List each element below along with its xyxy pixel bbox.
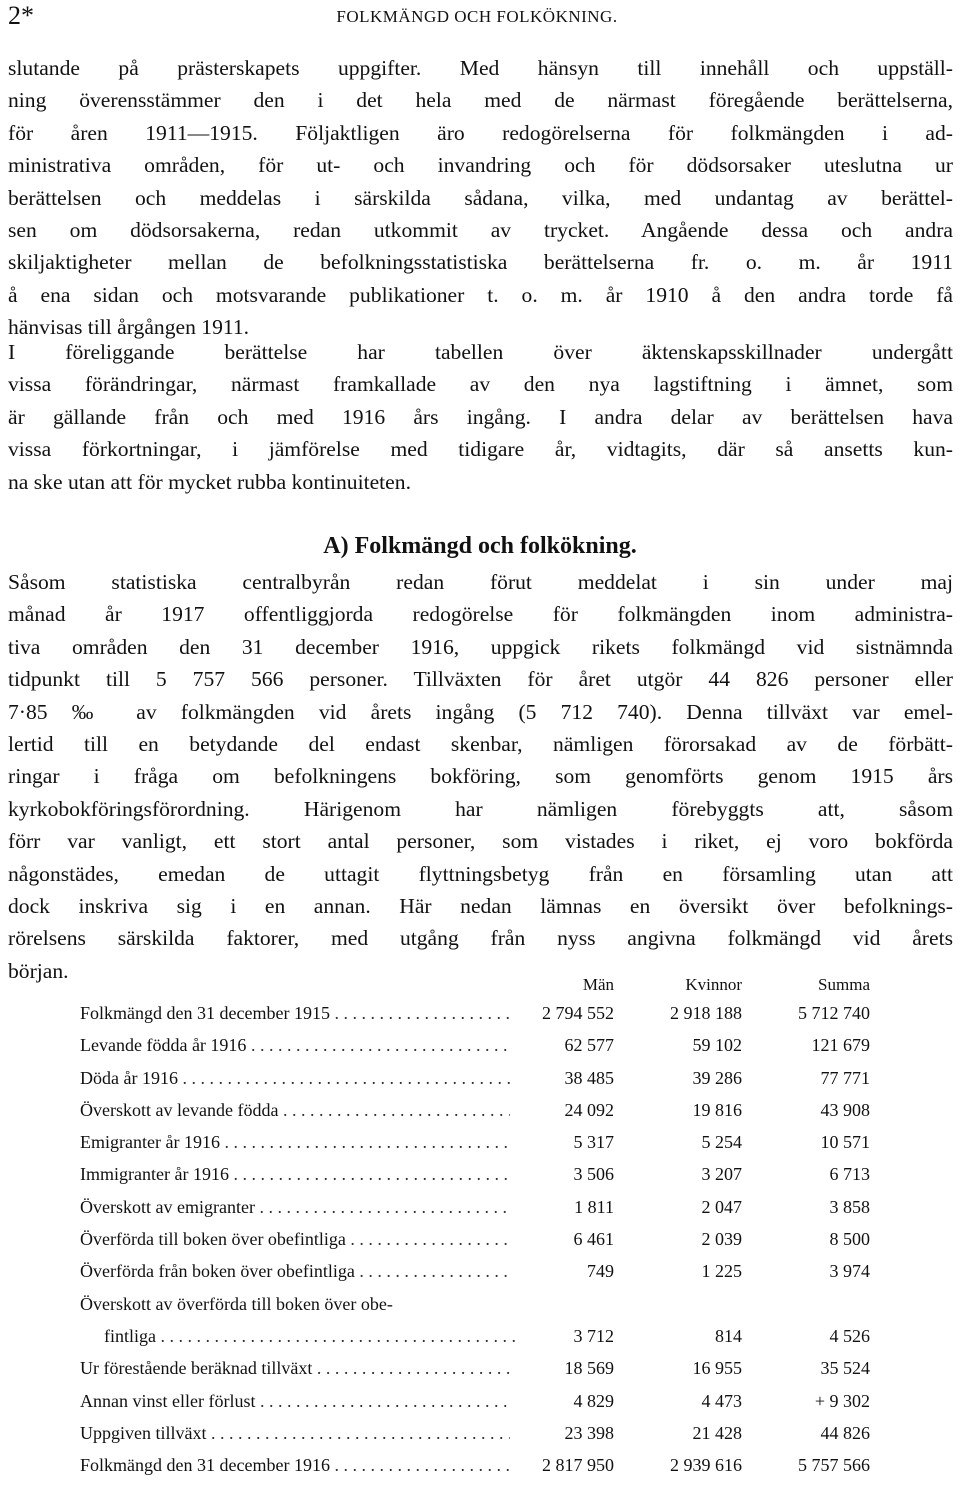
table-row: [80, 1132, 880, 1164]
row-label: Annan vinst eller förlust . . .: [80, 1391, 510, 1412]
population-table: [80, 975, 880, 1487]
text-line: ministrativa områden, för ut- och invandring och för dödsorsaker uteslutna ur: [8, 153, 953, 178]
cell-kvinnor: 4 473: [701, 1390, 742, 1411]
text-line: vissa förändringar, närmast framkallade av den nya lagstiftning i ämnet, som: [8, 372, 953, 397]
table-row: [80, 1358, 880, 1390]
cell-kvinnor: 814: [715, 1325, 742, 1346]
cell-summa: 43 908: [820, 1099, 870, 1120]
text-line: vissa förkortningar, i jämförelse med tidigare år, vidtagits, där så ansetts kun-: [8, 437, 953, 462]
text-line: hänvisas till årgången 1911.: [8, 315, 250, 340]
table-header: [80, 975, 880, 1003]
text-line: rörelsens särskilda faktorer, med utgång från nyss angivna folkmängd vid årets: [8, 926, 953, 951]
text-line: skiljaktigheter mellan de befolkningsstatistiska berättelserna fr. o. m. år 1911: [8, 250, 953, 275]
text-line: början.: [8, 958, 69, 983]
cell-summa: 4 526: [829, 1325, 870, 1346]
text-line: kyrkobokföringsförordning. Härigenom har nämligen förebyggts att, såsom: [8, 796, 953, 821]
cell-summa: 10 571: [820, 1132, 870, 1153]
text-line: månad år 1917 offentliggjorda redogörelse för folkmängden inom administra-: [8, 602, 953, 627]
cell-man: 3 506: [573, 1164, 614, 1185]
page-number: 2*: [8, 1, 34, 30]
cell-summa: 3 974: [829, 1261, 870, 1282]
cell-man: 5 317: [573, 1132, 614, 1153]
intro-paragraph: [8, 52, 953, 344]
cell-kvinnor: 19 816: [692, 1099, 742, 1120]
row-label: Överskott av överförda till boken över obe-: [80, 1293, 393, 1314]
cell-man: 3 712: [573, 1325, 614, 1346]
cell-kvinnor: 3 207: [701, 1164, 742, 1185]
text-line: å ena sidan och motsvarande publikationer t. o. m. år 1910 å den andra torde få: [8, 282, 953, 307]
row-label: Folkmängd den 31 december 1916 . . .: [80, 1455, 510, 1476]
text-line: na ske utan att för mycket rubba kontinuiteten.: [8, 469, 411, 494]
cell-man: 1 811: [574, 1196, 614, 1217]
table-body: [80, 1003, 880, 1487]
text-line: ning överensstämmer den i det hela med de närmast föregående berättelserna,: [8, 88, 953, 113]
text-line: Såsom statistiska centralbyrån redan förut meddelat i sin under maj: [8, 570, 953, 594]
cell-summa: 6 713: [829, 1164, 870, 1185]
running-title: FOLKMÄNGD OCH FOLKÖKNING.: [336, 7, 618, 26]
cell-man: 2 794 552: [542, 1003, 614, 1023]
row-label: Immigranter år 1916 . . .: [80, 1164, 510, 1185]
row-label: Överförda till boken över obefintliga . . .: [80, 1229, 510, 1250]
row-label: Döda år 1916 . . .: [80, 1068, 510, 1089]
table-row: [80, 1455, 880, 1487]
text-line: 7·85 ‰ av folkmängden vid årets ingång (5 712 740). Denna tillväxt var emel-: [8, 699, 953, 724]
row-label: fintliga . . .: [80, 1326, 534, 1347]
cell-kvinnor: 59 102: [692, 1035, 742, 1056]
table-row: [80, 1003, 880, 1035]
text-line: slutande på prästerskapets uppgifter. Med hänsyn till innehåll och uppställ-: [8, 56, 953, 80]
table-row: [80, 1068, 880, 1100]
cell-man: 18 569: [564, 1358, 614, 1379]
cell-summa: 3 858: [829, 1196, 870, 1217]
cell-summa: 8 500: [829, 1229, 870, 1250]
cell-kvinnor: 1 225: [701, 1261, 742, 1282]
text-line: för åren 1911—1915. Följaktligen äro redogörelserna för folkmängden i ad-: [8, 120, 953, 145]
cell-man: 749: [587, 1261, 614, 1282]
cell-kvinnor: 21 428: [692, 1422, 742, 1443]
cell-kvinnor: 16 955: [692, 1358, 742, 1379]
row-label: Uppgiven tillväxt . . .: [80, 1423, 510, 1444]
table-row: [80, 1294, 880, 1326]
cell-man: 2 817 950: [542, 1455, 614, 1476]
table-row: [80, 1100, 880, 1132]
page-header: [8, 2, 946, 32]
text-line: dock inskriva sig i en annan. Här nedan lämnas en översikt över befolknings-: [8, 894, 953, 919]
table-row: [80, 1261, 880, 1293]
body-paragraph: [8, 566, 953, 987]
cell-man: 4 829: [573, 1390, 614, 1411]
text-line: ringar i fråga om befolkningens bokföring, som genomförts genom 1915 års: [8, 764, 953, 789]
cell-summa: 121 679: [811, 1035, 870, 1056]
table-row: [80, 1326, 880, 1358]
cell-kvinnor: 2 039: [701, 1229, 742, 1250]
text-line: sen om dödsorsakerna, redan utkommit av trycket. Angående dessa och andra: [8, 218, 953, 243]
row-label: Emigranter år 1916 . . .: [80, 1132, 510, 1153]
cell-summa: 44 826: [820, 1422, 870, 1443]
cell-summa: + 9 302: [814, 1390, 870, 1411]
row-label: Levande födda år 1916 . . .: [80, 1035, 510, 1056]
cell-kvinnor: 2 939 616: [670, 1455, 742, 1476]
changes-paragraph: [8, 336, 953, 498]
text-line: någonstädes, emedan de uttagit flyttningsbetyg från en församling utan att: [8, 861, 953, 886]
row-label: Överskott av emigranter . . .: [80, 1197, 510, 1218]
cell-kvinnor: 39 286: [692, 1067, 742, 1088]
cell-kvinnor: 2 047: [701, 1196, 742, 1217]
table-row: [80, 1164, 880, 1196]
cell-summa: 77 771: [820, 1067, 870, 1088]
text-line: förr var vanligt, ett stort antal personer, som vistades i riket, ej voro bokförda: [8, 829, 953, 854]
table-row: [80, 1197, 880, 1229]
text-line: tiva områden den 31 december 1916, uppgick rikets folkmängd vid sistnämnda: [8, 634, 953, 659]
section-heading: A) Folkmängd och folkökning.: [323, 533, 637, 559]
text-line: är gällande från och med 1916 års ingång. I andra delar av berättelsen hava: [8, 404, 953, 429]
cell-summa: 5 757 566: [798, 1455, 870, 1476]
cell-summa: 35 524: [820, 1358, 870, 1379]
text-line: tidpunkt till 5 757 566 personer. Tillväxten för året utgör 44 826 personer eller: [8, 667, 953, 692]
table-row: [80, 1035, 880, 1067]
column-header-summa: Summa: [818, 975, 870, 994]
column-header-man: Män: [582, 975, 614, 994]
table-row: [80, 1391, 880, 1423]
text-line: lertid till en betydande del endast skenbar, nämligen förorsakad av de förbätt-: [8, 732, 953, 757]
cell-man: 6 461: [573, 1229, 614, 1250]
text-line: I föreliggande berättelse har tabellen över äktenskapsskillnader undergått: [8, 340, 953, 364]
cell-man: 24 092: [564, 1099, 614, 1120]
row-label: Överskott av levande födda . . .: [80, 1100, 510, 1121]
text-line: berättelsen och meddelas i särskilda sådana, vilka, med undantag av berättel-: [8, 185, 953, 210]
cell-kvinnor: 5 254: [701, 1132, 742, 1153]
cell-man: 23 398: [564, 1422, 614, 1443]
row-label: Överförda från boken över obefintliga . . .: [80, 1261, 510, 1282]
cell-summa: 5 712 740: [798, 1003, 870, 1023]
table-row: [80, 1229, 880, 1261]
row-label: Folkmängd den 31 december 1915 . . .: [80, 1003, 510, 1024]
cell-man: 38 485: [564, 1067, 614, 1088]
cell-kvinnor: 2 918 188: [670, 1003, 742, 1023]
table-row: [80, 1423, 880, 1455]
row-label: Ur förestående beräknad tillväxt . . .: [80, 1358, 510, 1379]
column-header-kvinnor: Kvinnor: [685, 975, 742, 994]
cell-man: 62 577: [564, 1035, 614, 1056]
